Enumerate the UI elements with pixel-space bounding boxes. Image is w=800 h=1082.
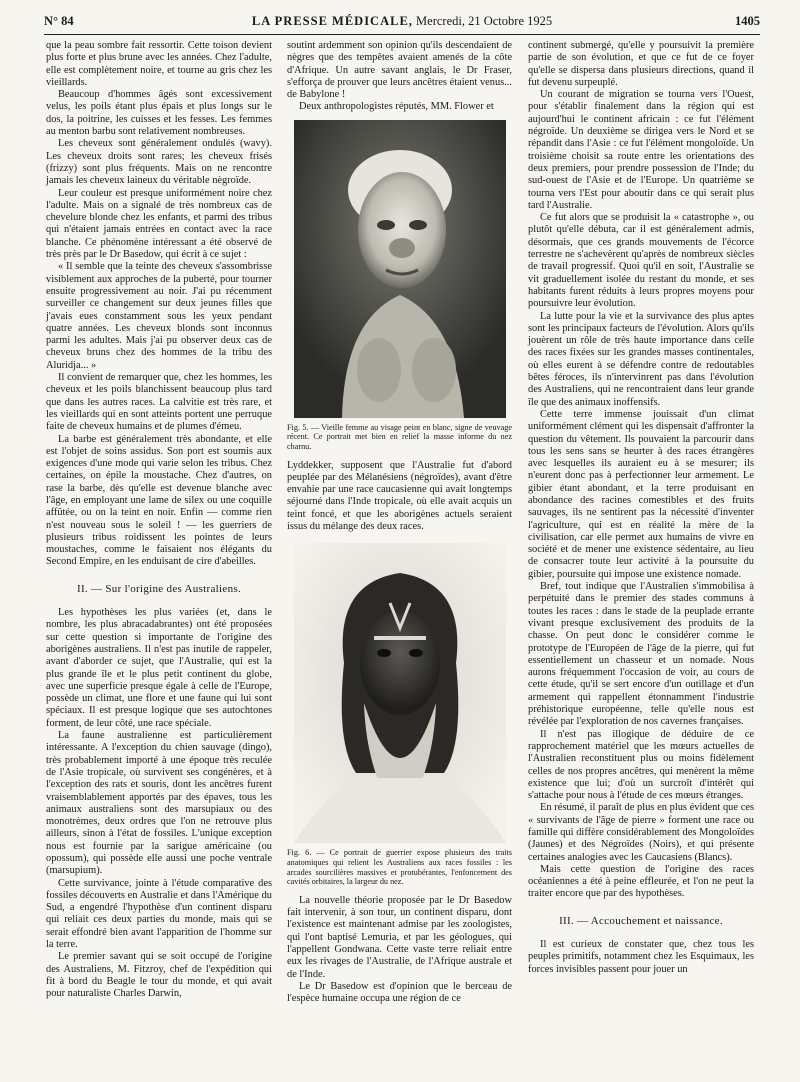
paragraph: Les cheveux sont généralement ondulés (wavy). Les cheveux droits sont rares; les cheveux frisés (frizzy) sont plus fréquents. Mais on ne rencontre jamais les cheveux laineux du véritable nègroïde. [46, 138, 272, 187]
paragraph: Deux anthropologistes réputés, MM. Flower et [299, 101, 494, 113]
portrait-warrior-image [294, 543, 506, 843]
column-1 [46, 40, 272, 1001]
journal-title: LA PRESSE MÉDICALE, [251, 14, 413, 28]
paragraph: Bref, tout indique que l'Australien s'immobilisa à perpétuité dans le premier des stades communs à toutes les races : dans le stade de la peuplade errante vivant presque exclusivement des produits de la chasse. On peut donc le considérer comme le prototype de l'Européen de l'âge de la pierre, qui fut essentiellement un chasseur et un nomade. Nous aurons fréquemment l'occasion de voir, au cours de cette étude, qu'il se sert encore d'un outillage et d'un armement qui rappellent étonnamment l'industrie préhistorique européenne, telle qu'elle nous est révélée par l'exploration de nos cavernes françaises. [528, 581, 754, 728]
paragraph: Ce fut alors que se produisit la « catastrophe », ou plutôt qu'elle débuta, car il est généralement admis, désormais, que ces grands mouvements de l'écorce terrestre ne s'achevèrent qu'après de nombreux siècles de travail progressif. Quoi qu'il en soit, l'Australie se vit graduellement isolée du restant du monde, et ses habitants furent réduits à leurs propres moyens pour poursuivre leur évolution. [528, 212, 754, 310]
portrait-old-woman-image [294, 120, 506, 418]
page-header [44, 10, 760, 35]
figure-5-photo [294, 120, 506, 418]
paragraph: La faune australienne est particulièrement intéressante. A l'exception du chien sauvage (dingo), très probablement importé à une époque très reculée de l'Asie tropicale, où survivent ses congénères, et à l'exception des rats et souris, dont les ancêtres furent vraisemblablement apportés par des épaves, tous les animaux australiens sont des marsupiaux ou des monotrèmes, deux ordres que l'on ne retrouve plus ailleurs, sinon à l'état de fossiles. L'unique exception nous est fournie par la sarigue américaine (ou opossum), qui possède elle aussi une poche ventrale (marsupium). [46, 730, 272, 877]
page-number: 1405 [735, 14, 760, 28]
paragraph: Leur couleur est presque uniformément noire chez l'adulte. Mais on a signalé de très nombreux cas de chevelure blonde chez les enfants, et parmi des tribus qui n'étaient jamais entrées en contact avec la race blanche. Ce phénomène intéressant a été observé de très près par le Dr Basedow, qui écrit à ce sujet : [46, 187, 272, 261]
quote-paragraph: « Il semble que la teinte des cheveux s'assombrisse visiblement aux approches de la puberté, pour tourner ensuite progressivement au noir. J'ai pu récemment surveiller ce changement sur deux jeunes filles que j'avais eues constamment sous les yeux pendant quatre années. Les cheveux blonds sont inconnus parmi les adultes. Mais j'ai pu observer deux cas de cheveux bruns chez des hommes de la tribu des Aluridja... » [46, 261, 272, 371]
paragraph: Le Dr Basedow est d'opinion que le berceau de l'espèce humaine occupa une région de ce [287, 980, 512, 1005]
paragraph: Beaucoup d'hommes âgés sont excessivement velus, les poils étant plus épais et plus longs sur le dos, la poitrine, les cuisses et les fesses. Les femmes au menton barbu sont relativement nombreuses. [46, 89, 272, 138]
paragraph: continent submergé, qu'elle y poursuivit la première partie de son évolution, et que ce fut de ce foyer qu'elle se dispersa dans plusieurs directions, quand il fut devenu surpeuplé. [528, 40, 754, 88]
paragraph: La nouvelle théorie proposée par le Dr Basedow fait intervenir, à son tour, un continent disparu, dont l'existence est maintenant admise par les zoologistes, qui l'ont baptisé Lemuria, et par les géologues, qui l'appellent Gondwana. Cette vaste terre reliait entre eux les rivages de l'Australie, de l'Afrique australe et de l'Inde. [287, 894, 512, 980]
paragraph: Lyddekker, supposent que l'Australie fut d'abord peuplée par des Mélanésiens (négroïdes), avant d'être envahie par une race caucasienne qui avait longtemps séjourné dans l'Inde tropicale, où elle avait acquis un teint foncé, et que les aborigènes actuels seraient issus du mélange des deux races. [287, 459, 512, 533]
section-heading-2: II. — Sur l'origine des Australiens. [76, 582, 241, 595]
column-2 [287, 40, 512, 1005]
paragraph: Le premier savant qui se soit occupé de l'origine des Australiens, M. Fitzroy, chef de l'expédition qui fit à bord du Beagle le tour du monde, et qui avait pour naturaliste Charles Darwin, [46, 951, 272, 1000]
issue-number: N° 84 [44, 14, 74, 28]
figure-6-photo [294, 543, 506, 843]
paragraph: La lutte pour la vie et la survivance des plus aptes sont les principaux facteurs de l'évolution. Alors qu'ils jouèrent un rôle de très haute importance dans celle des races fixées sur les grandes masses continentales, où elles eurent à se défendre contre de redoutables bêtes féroces, ils n'intervinrent pas dans l'évolution des Australiens, qui ne rencontraient dans leur grande île que des animaux inoffensifs. [528, 310, 754, 408]
paragraph: Il est curieux de constater que, chez tous les peuples primitifs, notamment chez les Esquimaux, les forces invisibles passent pour jouer un [528, 939, 754, 975]
column-3 [528, 40, 754, 976]
figure-5-caption: Fig. 5. — Vieille femme au visage peint en blanc, signe de veuvage récent. Ce portrait met bien en relief la masse informe du nez charnu. [287, 422, 512, 451]
paragraph: Il convient de remarquer que, chez les hommes, les cheveux et les poils blanchissent beaucoup plus tard que dans les autres races. La calvitie est très rare, et les vieillards qui en sont atteints portent une perruque faite de cheveux humains et de plumes d'émeu. [46, 372, 272, 433]
figure-6-caption: Fig. 6. — Ce portrait de guerrier expose plusieurs des traits anatomiques qui relient les Australiens aux races fossiles : les arcades sourcilières massives et protubérantes, l'enfoncement des cavités orbitaires, la largeur du nez. [287, 848, 512, 887]
journal-masthead [44, 14, 760, 29]
paragraph: Cette survivance, jointe à l'étude comparative des fossiles découverts en Australie et dans l'Amérique du Sud, a engendré l'hypothèse d'un continent disparu qui reliait ces deux parties du monde, mais qui se serait effondré bien avant l'apparition de l'homme sur la terre. [46, 877, 272, 951]
paragraph: Mais cette question de l'origine des races océaniennes a été à peine effleurée, et l'on ne peut la traiter encore que par des hypothèses. [528, 863, 754, 900]
paragraph: Il n'est pas illogique de déduire de ce rapprochement matériel que les mœurs actuelles de l'Australien reconstituent plus ou moins fidèlement celles de nos propres ancêtres, qui menèrent la même existence que lui; d'où un surcroît d'intérêt qui s'attache pour nous à l'étude de ces mœurs étranges. [528, 728, 754, 802]
paragraph: soutint ardemment son opinion qu'ils descendaient de nègres que des tempêtes avaient amenés de la côte d'Afrique. Un autre savant anglais, le Dr Fraser, s'efforça de prouver que leurs ancêtres étaient venus... de Babylone ! [287, 40, 512, 101]
paragraph: Un courant de migration se tourna vers l'Ouest, pour s'établir finalement dans la région qui est aujourd'hui le continent africain : ce fut l'élément négroïde. Un deuxième se dirigea vers le Nord et se répandit dans l'Asie : ce fut l'élément mongoloïde. Un troisième choisit sa route entre les orientations des deux premiers, pour prendre possession de l'Inde; du sud-ouest de l'Asie et de l'Europe. Un quatrième se tourna vers l'Est pour aboutir dans ce qui serait plus tard l'Australie. [528, 89, 754, 211]
paragraph: En résumé, il paraît de plus en plus évident que ces « survivants de l'âge de pierre » forment une race ou famille qui diffère considérablement des Mongoloïdes (Jaunes) et des Négroïdes (Noirs), et qui présente certaines analogies avec les Caucasiens (Blancs). [528, 802, 754, 863]
section-heading-3: III. — Accouchement et naissance. [559, 914, 723, 927]
paragraph: Cette terre immense jouissait d'un climat uniformément clément qui les dispensait d'affronter la question du vêtement. Ils pouvaient la parcourir dans tous les sens sans se heurter à des races étrangères avec lesquelles ils auraient eu à se mesurer; ils n'eurent donc pas à perfectionner leur armement. Le gibier étant abondant, et la terre produisant en abondance des racines comestibles et des fruits sauvages, ils ne sentirent pas la nécessité d'inventer l'agriculture, qui est en réalité la mère de la civilisation, car elle permet aux humains de vivre en société et de mener une existence sédentaire, au lieu de consacrer toute leur activité à la poursuite du gibier, poursuite qui impose une existence nomade. [528, 408, 754, 580]
paragraph: La barbe est généralement très abondante, et elle est l'objet de soins assidus. Son port est soumis aux exigences d'une mode qui varie selon les tribus. Chez certaines, on épile la moustache. Chez d'autres, on rase la barbe, dès qu'elle est devenue blanche avec l'âge, en employant une lame de silex ou une coquille affûtée, ou on la teint en noir. Enfin — comme rien n'est nouveau sous le soleil ! — les guerriers de plusieurs tribus roidissent les pointes de leurs moustaches, comme le faisaient nos élégants du Second Empire, en les enduisant de cire d'abeilles. [46, 433, 272, 568]
issue-date: Mercredi, 21 Octobre 1925 [416, 14, 553, 28]
paragraph: Les hypothèses les plus variées (et, dans le nombre, les plus abracadabrantes) ont été proposées sur cette question si importante de l'origine des aborigènes australiens. Il n'est pas inutile de rappeler, avant d'aborder ce sujet, que l'Australie, qui est la plus grande île et le plus petit continent du globe, avec une superficie presque égale à celle de l'Europe, possède un climat, une flore et une faune qui lui sont spéciaux. Il est presque logique que ses autochtones forment, de leur côté, une race spéciale. [46, 607, 272, 729]
paragraph: que la peau sombre fait ressortir. Cette toison devient plus forte et plus brune avec les années. Chez l'adulte, elle est complètement noire, et tourne au gris chez les vieillards. [46, 40, 272, 88]
